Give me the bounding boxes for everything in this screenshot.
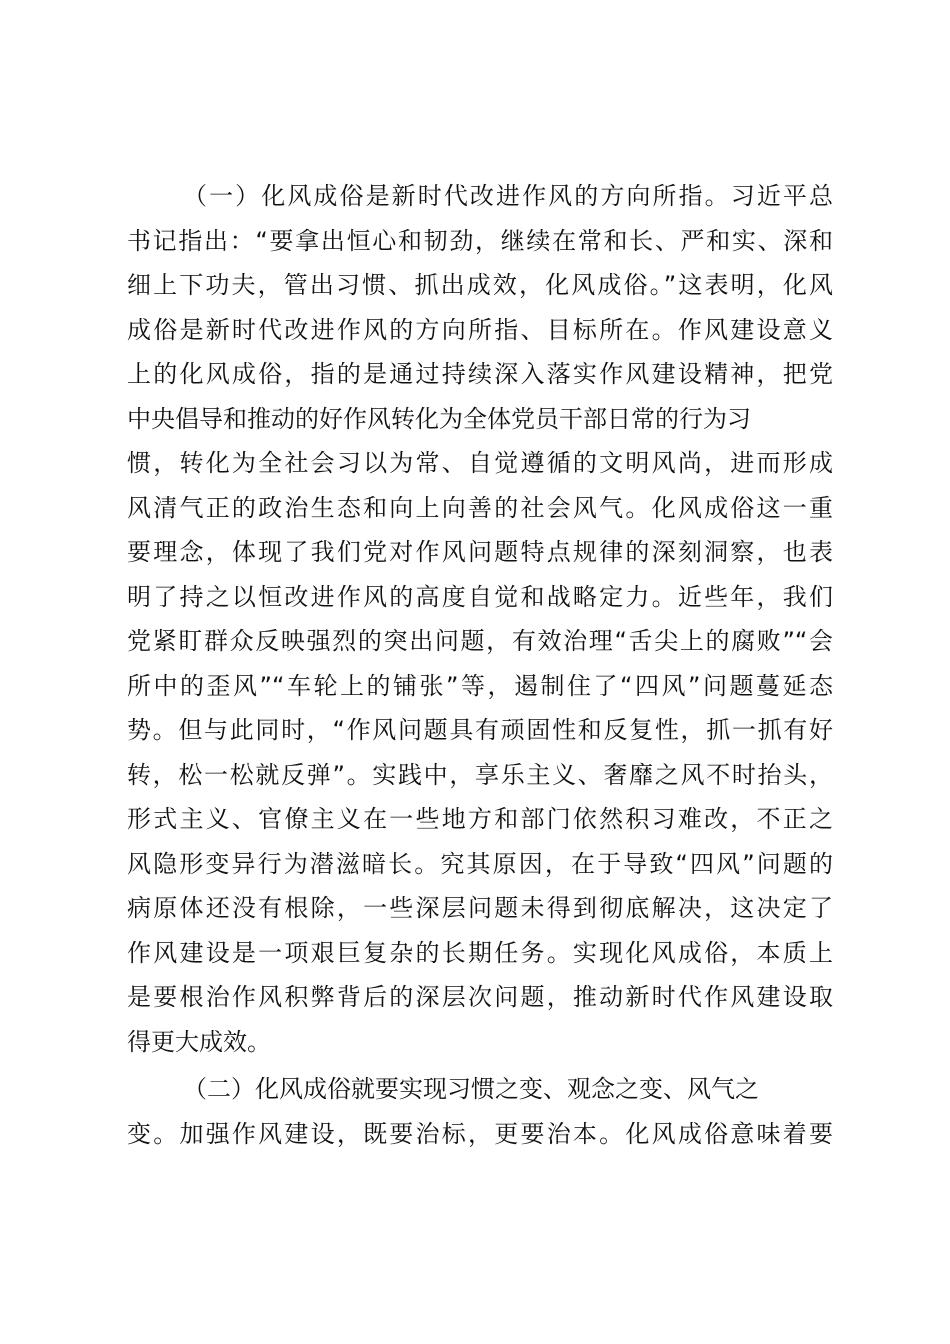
text-line: 党紧盯群众反映强烈的突出问题，有效治理“舌尖上的腐败”“会: [127, 627, 833, 655]
text-line: 得更大成效。: [127, 1027, 271, 1056]
text-line: （二）化风成俗就要实现习惯之变、观念之变、风气之: [183, 1075, 759, 1103]
text-line: 病原体还没有根除，一些深层问题未得到彻底解决，这决定了: [127, 894, 833, 922]
text-line: （一）化风成俗是新时代改进作风的方向所指。习近平总: [183, 182, 833, 210]
text-line: 形式主义、官僚主义在一些地方和部门依然积习难改，不正之: [127, 805, 833, 833]
text-line: 所中的歪风”“车轮上的铺张”等，遏制住了“四风”问题蔓延态: [127, 671, 833, 700]
text-line: 书记指出：“要拿出恒心和韧劲，继续在常和长、严和实、深和: [127, 226, 833, 255]
text-line: 细上下功夫，管出习惯、抓出成效，化风成俗。”这表明，化风: [127, 271, 833, 299]
text-line: 中央倡导和推动的好作风转化为全体党员干部日常的行为习: [127, 404, 751, 433]
document-body: [127, 174, 833, 1156]
paragraph-2: [127, 1067, 833, 1156]
text-line: 变。加强作风建设，既要治标，更要治本。化风成俗意味着要: [127, 1119, 833, 1148]
text-line: 势。但与此同时，“作风问题具有顽固性和反复性，抓一抓有好: [127, 716, 833, 744]
text-line: 明了持之以恒改进作风的高度自觉和战略定力。近些年，我们: [127, 582, 833, 611]
text-line: 上的化风成俗，指的是通过持续深入落实作风建设精神，把党: [127, 360, 833, 388]
text-line: 惯，转化为全社会习以为常、自觉遵循的文明风尚，进而形成: [127, 449, 833, 477]
text-line: 是要根治作风积弊背后的深层次问题，推动新时代作风建设取: [127, 983, 833, 1011]
text-line: 成俗是新时代改进作风的方向所指、目标所在。作风建设意义: [127, 315, 833, 344]
text-line: 作风建设是一项艰巨复杂的长期任务。实现化风成俗，本质上: [127, 938, 833, 967]
paragraph-1: [127, 174, 833, 1064]
text-line: 要理念，体现了我们党对作风问题特点规律的深刻洞察，也表: [127, 538, 833, 566]
text-line: 风清气正的政治生态和向上向善的社会风气。化风成俗这一重: [127, 493, 833, 522]
text-line: 风隐形变异行为潜滋暗长。究其原因，在于导致“四风”问题的: [127, 849, 833, 878]
text-line: 转，松一松就反弹”。实践中，享乐主义、奢靡之风不时抬头，: [127, 760, 833, 789]
